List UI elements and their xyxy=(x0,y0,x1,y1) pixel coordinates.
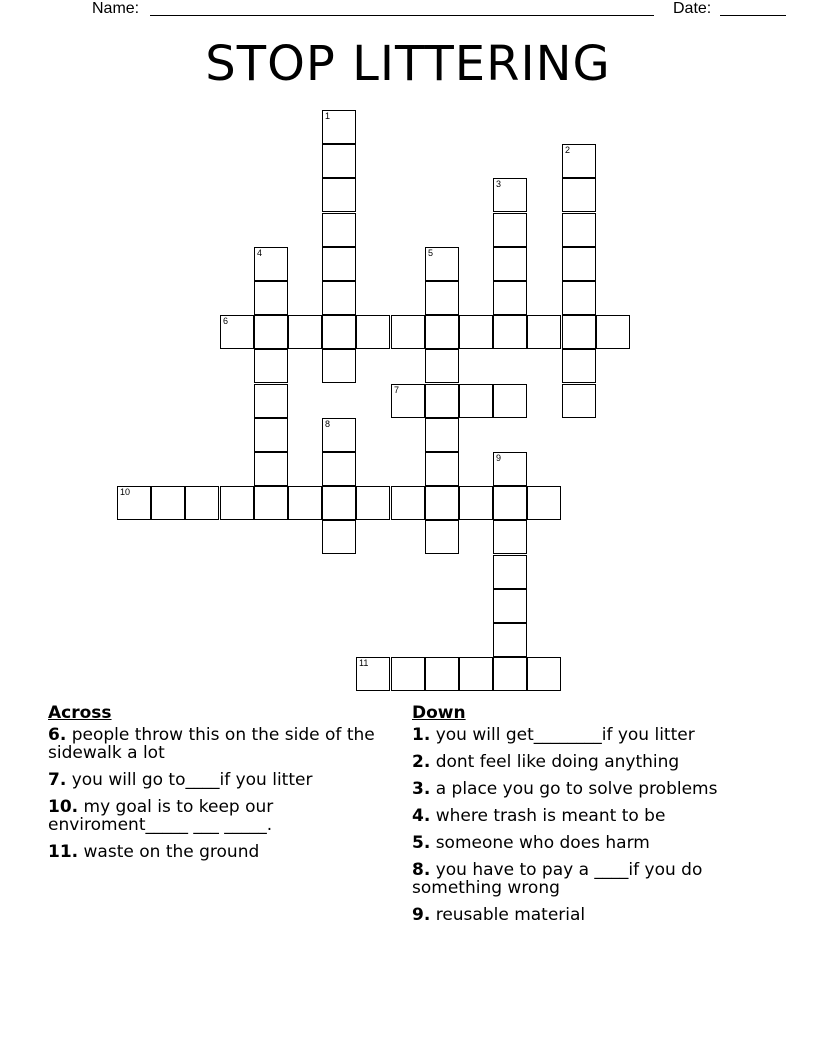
crossword-cell[interactable] xyxy=(322,315,356,349)
crossword-cell[interactable] xyxy=(322,110,356,144)
crossword-cell[interactable] xyxy=(493,213,527,247)
across-clue xyxy=(48,843,378,861)
down-clue xyxy=(412,753,752,771)
crossword-cell[interactable] xyxy=(493,589,527,623)
crossword-cell[interactable] xyxy=(425,657,459,691)
clue-number: 1. xyxy=(412,725,431,745)
crossword-cell[interactable] xyxy=(562,144,596,178)
cell-number: 8 xyxy=(325,419,331,429)
crossword-cell[interactable] xyxy=(220,486,254,520)
crossword-cell[interactable] xyxy=(254,349,288,383)
cell-number: 3 xyxy=(496,179,502,189)
clue-text: you will go to____if you litter xyxy=(66,770,313,790)
down-clue xyxy=(412,780,752,798)
down-clue xyxy=(412,834,752,852)
down-clue xyxy=(412,726,752,744)
crossword-cell[interactable] xyxy=(562,178,596,212)
page-title: STOP LITTERING xyxy=(205,36,611,92)
date-label: Date: xyxy=(673,0,712,17)
clue-text: you have to pay a ____if you do something wrong xyxy=(412,860,703,898)
crossword-cell[interactable] xyxy=(493,315,527,349)
across-clue xyxy=(48,726,378,762)
crossword-cell[interactable] xyxy=(322,520,356,554)
crossword-cell[interactable] xyxy=(493,281,527,315)
crossword-cell[interactable] xyxy=(254,315,288,349)
crossword-cell[interactable] xyxy=(391,315,425,349)
crossword-cell[interactable] xyxy=(322,178,356,212)
crossword-cell[interactable] xyxy=(562,315,596,349)
crossword-cell[interactable] xyxy=(425,452,459,486)
clue-number: 5. xyxy=(412,833,431,853)
clue-number: 10. xyxy=(48,797,79,817)
across-clue xyxy=(48,771,378,789)
clue-number: 6. xyxy=(48,725,67,745)
crossword-cell[interactable] xyxy=(356,315,390,349)
crossword-cell[interactable] xyxy=(562,384,596,418)
crossword-cell[interactable] xyxy=(322,213,356,247)
crossword-cell[interactable] xyxy=(322,349,356,383)
clue-text: my goal is to keep our enviroment_____ ___ _____. xyxy=(48,797,274,835)
crossword-cell[interactable] xyxy=(254,247,288,281)
clue-text: someone who does harm xyxy=(430,833,650,853)
down-clue xyxy=(412,807,752,825)
cell-number: 11 xyxy=(359,658,369,668)
crossword-cell[interactable] xyxy=(185,486,219,520)
across-heading: Across xyxy=(48,703,112,723)
down-clue xyxy=(412,861,752,897)
crossword-cell[interactable] xyxy=(254,418,288,452)
crossword-cell[interactable] xyxy=(322,144,356,178)
crossword-cell[interactable] xyxy=(527,657,561,691)
crossword-cell[interactable] xyxy=(254,452,288,486)
crossword-cell[interactable] xyxy=(527,486,561,520)
crossword-cell[interactable] xyxy=(391,657,425,691)
crossword-cell[interactable] xyxy=(254,486,288,520)
cell-number: 7 xyxy=(394,385,400,395)
clue-number: 3. xyxy=(412,779,431,799)
clue-text: reusable material xyxy=(430,905,586,925)
cell-number: 4 xyxy=(257,248,263,258)
crossword-cell[interactable] xyxy=(562,349,596,383)
crossword-cell[interactable] xyxy=(493,555,527,589)
down-heading: Down xyxy=(412,703,466,723)
across-clues xyxy=(48,704,378,870)
clue-text: waste on the ground xyxy=(78,842,260,862)
crossword-cell[interactable] xyxy=(493,623,527,657)
crossword-cell[interactable] xyxy=(356,486,390,520)
cell-number: 9 xyxy=(496,453,502,463)
crossword-cell[interactable] xyxy=(254,281,288,315)
cell-number: 5 xyxy=(428,248,434,258)
crossword-cell[interactable] xyxy=(425,384,459,418)
clue-text: a place you go to solve problems xyxy=(430,779,718,799)
crossword-cell[interactable] xyxy=(493,657,527,691)
crossword-cell[interactable] xyxy=(425,418,459,452)
crossword-cell[interactable] xyxy=(425,349,459,383)
crossword-cell[interactable] xyxy=(493,520,527,554)
clue-text: people throw this on the side of the sidewalk a lot xyxy=(48,725,375,763)
cell-number: 2 xyxy=(565,145,571,155)
down-clue-list xyxy=(412,726,752,924)
crossword-cell[interactable] xyxy=(493,486,527,520)
cell-number: 10 xyxy=(120,487,131,497)
name-label: Name: xyxy=(92,0,140,17)
crossword-cell[interactable] xyxy=(459,384,493,418)
across-clue-list xyxy=(48,726,378,861)
crossword-cell[interactable] xyxy=(459,657,493,691)
down-clue xyxy=(412,906,752,924)
clue-text: you will get________if you litter xyxy=(430,725,695,745)
crossword-cell[interactable] xyxy=(425,281,459,315)
crossword-cell[interactable] xyxy=(425,315,459,349)
crossword-cell[interactable] xyxy=(391,486,425,520)
crossword-cell[interactable] xyxy=(493,247,527,281)
crossword-cell[interactable] xyxy=(391,384,425,418)
cell-number: 6 xyxy=(223,316,229,326)
date-field-line[interactable] xyxy=(720,15,786,16)
crossword-cell[interactable] xyxy=(459,486,493,520)
crossword-cell[interactable] xyxy=(322,247,356,281)
crossword-cell[interactable] xyxy=(322,452,356,486)
crossword-cell[interactable] xyxy=(151,486,185,520)
crossword-cell[interactable] xyxy=(117,486,151,520)
crossword-cell[interactable] xyxy=(527,315,561,349)
name-field-line[interactable] xyxy=(150,15,654,16)
crossword-cell[interactable] xyxy=(322,486,356,520)
crossword-cell[interactable] xyxy=(493,452,527,486)
crossword-cell[interactable] xyxy=(425,486,459,520)
crossword-cell[interactable] xyxy=(493,178,527,212)
clue-number: 8. xyxy=(412,860,431,880)
crossword-cell[interactable] xyxy=(322,418,356,452)
crossword-cell[interactable] xyxy=(562,281,596,315)
crossword-cell[interactable] xyxy=(220,315,254,349)
clue-number: 2. xyxy=(412,752,431,772)
crossword-cell[interactable] xyxy=(425,520,459,554)
clue-text: where trash is meant to be xyxy=(430,806,666,826)
crossword-cell[interactable] xyxy=(459,315,493,349)
crossword-cell[interactable] xyxy=(596,315,630,349)
crossword-cell[interactable] xyxy=(425,247,459,281)
across-clue xyxy=(48,798,378,834)
clue-number: 7. xyxy=(48,770,67,790)
clue-number: 11. xyxy=(48,842,79,862)
down-clues xyxy=(412,704,752,933)
crossword-cell[interactable] xyxy=(356,657,390,691)
crossword-cell[interactable] xyxy=(288,486,322,520)
crossword-cell[interactable] xyxy=(288,315,322,349)
crossword-cell[interactable] xyxy=(322,281,356,315)
clue-number: 9. xyxy=(412,905,431,925)
cell-number: 1 xyxy=(325,111,331,121)
crossword-cell[interactable] xyxy=(493,384,527,418)
crossword-cell[interactable] xyxy=(562,247,596,281)
clue-text: dont feel like doing anything xyxy=(430,752,680,772)
clue-number: 4. xyxy=(412,806,431,826)
crossword-cell[interactable] xyxy=(562,213,596,247)
crossword-cell[interactable] xyxy=(254,384,288,418)
